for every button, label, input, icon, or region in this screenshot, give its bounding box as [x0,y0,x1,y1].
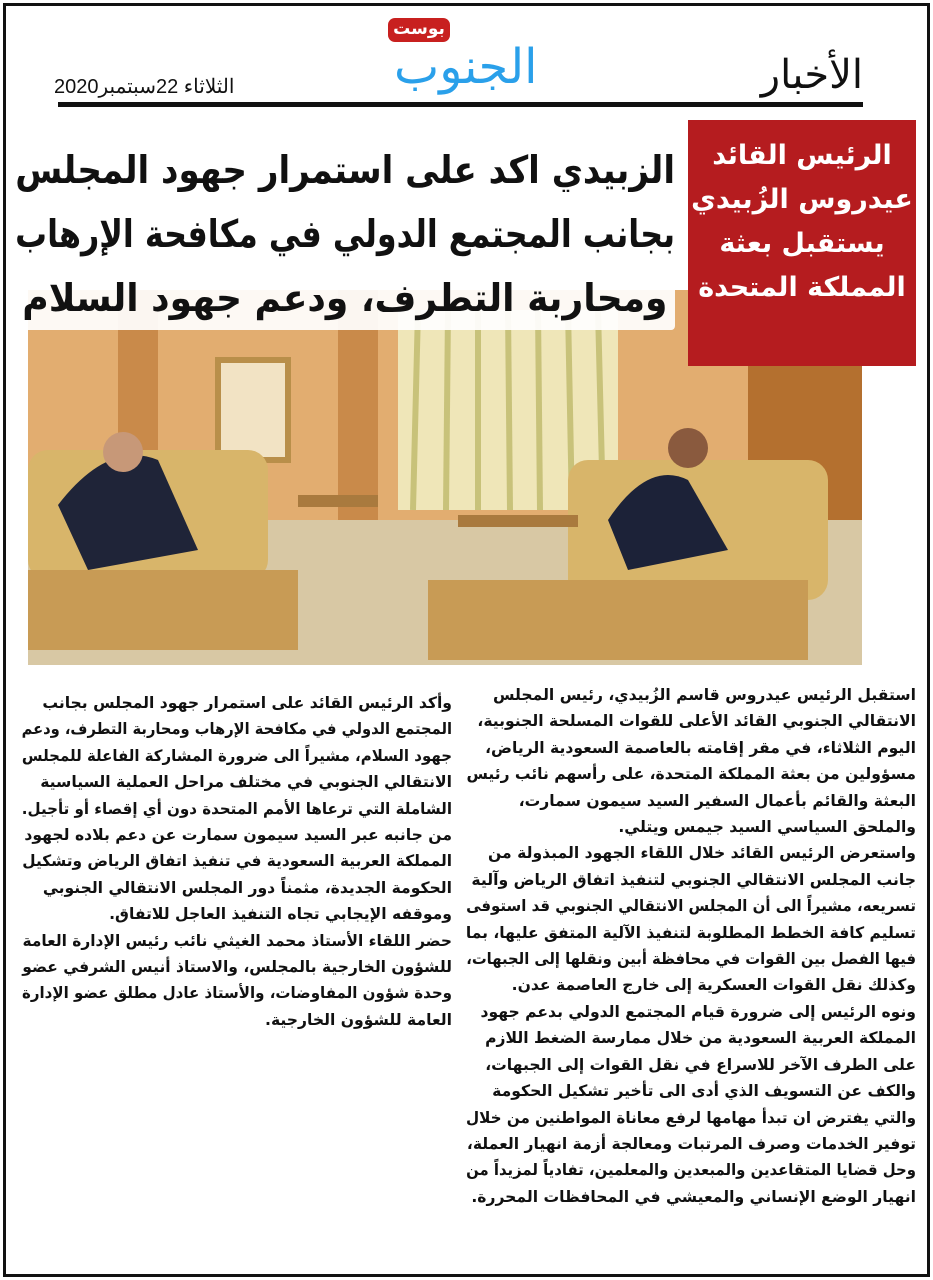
article-line: للشؤون الخارجية بالمجلس، والاستاذ أنيس الشرفي عضو [22,958,453,977]
header-divider [58,102,863,107]
article-line: المجتمع الدولي في مكافحة الإرهاب ومحاربة التطرف، ودعم [21,720,453,739]
article-line: وحدة شؤون المفاوضات، والأستاذ عادل مطلق عضو الإدارة [21,984,452,1003]
article-line: العامة للشؤون الخارجية. [265,1010,452,1029]
article-line: من جانبه عبر السيد سيمون سمارت عن دعم بلاده لجهود [24,826,452,845]
article-line: توفير الخدمات وصرف المرتبات ومعالجة أزمة انهيار العملة، [466,1134,916,1153]
article-line: وحل قضايا المتقاعدين والمبعدين والمعلمين، تفادياً لمزيداً من [466,1161,916,1180]
article-line: استقبل الرئيس عيدروس قاسم الزُبيدي، رئيس المجلس [492,686,916,704]
article-line: على الطرف الآخر للاسراع في نقل القوات إلى الجبهات، [485,1055,916,1074]
article-line: الشاملة التي ترعاها الأمم المتحدة دون أي إقصاء أو تأجيل. [21,799,452,818]
article-line: المملكة العربية السعودية في تنفيذ اتفاق الرياض وتشكيل [22,852,452,871]
article-line: مسؤولين من بعثة المملكة المتحدة، على رأسهم نائب رئيس [466,765,916,784]
article-column-left [22,690,452,1033]
article-line: والملحق السياسي السيد جيمس ويتلي. [618,818,916,837]
article-line: الانتقالي الجنوبي القائد الأعلى للقوات المسلحة الجنوبية، [477,712,916,731]
article-line: والكف عن التسويف الذي أدى الى تأخير تشكيل الحكومة [492,1082,916,1101]
headline-line: بجانب المجتمع الدولي في مكافحة الإرهاب [15,212,676,256]
article-line: وأكد الرئيس القائد على استمرار جهود المجلس بجانب [42,694,452,712]
article-line: جهود السلام، مشيراً الى ضرورة المشاركة الفاعلة للمجلس [21,746,452,765]
article-line: البعثة والقائم بأعمال السفير السيد سيمون سمارت، [518,791,916,810]
logo-badge: بوست [388,18,450,42]
highlight-line: المملكة المتحدة [698,272,906,303]
article-line: وموقفه الإيجابي تجاه التنفيذ العاجل للاتفاق. [109,905,452,924]
highlight-line: يستقبل بعثة [719,228,885,259]
headline [15,138,675,330]
article-line: الحكومة الجديدة، مثمناً دور المجلس الانتقالي الجنوبي [42,878,452,897]
article-column-right [466,682,916,1210]
article-line: تسليم كافة الخطط المطلوبة لتنفيذ الآلية المتفق عليها، بما [465,923,916,942]
highlight-line: الرئيس القائد [712,140,892,171]
article-line: تسريعه، مشيراً الى أن المجلس الانتقالي الجنوبي قد استوفى [466,897,916,916]
article-line: المملكة العربية السعودية من خلال ممارسة الضغط اللازم [485,1029,916,1048]
article-line: والتي يفترض ان تبدأ مهامها لرفع معاناة المواطنين من خلال [465,1108,916,1127]
newspaper-logo [388,18,598,94]
headline-line: ومحاربة التطرف، ودعم جهود السلام [15,266,675,330]
article-line: انهيار الوضع الإنساني والمعيشي في المحافظات المحررة. [471,1187,916,1206]
article-line: الانتقالي الجنوبي في مختلف مراحل العملية السياسية [40,773,452,792]
highlight-line: عيدروس الزُبيدي [691,184,913,215]
article-line: ونوه الرئيس إلى ضرورة قيام المجتمع الدولي بدعم جهود [480,1002,916,1021]
article-line: وكذلك نقل القوات العسكرية إلى خارج العاصمة عدن. [511,976,916,995]
article-line: اليوم الثلاثاء، في مقر إقامته بالعاصمة السعودية الرياض، [485,738,916,757]
logo-name: الجنوب [394,41,538,94]
article-line: فيها الفصل بين القوات في محافظة أبين ونقلها إلى الجبهات، [466,950,916,969]
article-line: جانب المجلس الانتقالي الجنوبي لتنفيذ اتفاق الرياض وآلية [471,870,916,889]
highlight-box [688,120,916,366]
issue-date: الثلاثاء 22سبتمبر2020 [54,76,235,98]
headline-line: الزبيدي اكد على استمرار جهود المجلس [15,148,676,192]
article-line: واستعرض الرئيس القائد خلال اللقاء الجهود المبذولة من [488,844,916,863]
article-line: حضر اللقاء الأستاذ محمد الغيثي نائب رئيس الإدارة العامة [22,931,452,950]
section-title: الأخبار [760,53,863,97]
